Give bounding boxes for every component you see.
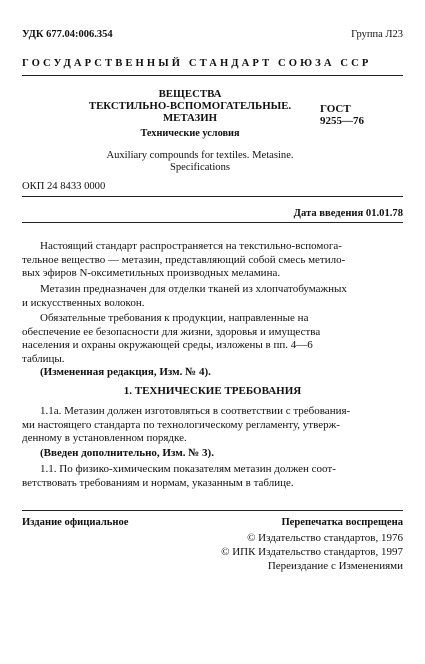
text-line: 1.1а. Метазин должен изготовляться в соответствии с требования- — [40, 405, 351, 417]
text-line: Обязательные требования к продукции, направленные на — [40, 312, 309, 324]
text-line: тельное вещество — метазин, представляющий собой смесь метило- — [22, 253, 346, 266]
title-line: ТЕКСТИЛЬНО-ВСПОМОГАТЕЛЬНЫЕ. — [88, 100, 292, 112]
gost-label: ГОСТ — [320, 103, 351, 115]
copyright-1976: © Издательство стандартов, 1976 — [247, 532, 403, 544]
paragraph-1-1 — [22, 463, 403, 490]
gost-number: 9255—76 — [320, 115, 364, 127]
paragraph-requirements — [22, 312, 403, 366]
text-line: населения и охраны окружающей среды, изложены в пп. 4—6 — [22, 339, 313, 351]
text-line: (Измененная редакция, Изм. № 4). — [40, 366, 211, 378]
english-title-line: Specifications — [169, 162, 230, 173]
copyright-1997: © ИПК Издательство стандартов, 1997 — [221, 546, 403, 558]
title-line: МЕТАЗИН — [162, 112, 218, 124]
text-line: Настоящий стандарт распространяется на текстильно-вспомога- — [40, 240, 342, 252]
paragraph-1-1a — [22, 405, 403, 446]
amendment-note-4 — [22, 366, 403, 380]
gost-designation — [320, 103, 400, 127]
section-heading: 1. ТЕХНИЧЕСКИЕ ТРЕБОВАНИЯ — [123, 385, 302, 397]
text-line: ми настоящего стандарта по технологическому регламенту, утверж- — [22, 418, 340, 431]
okp-code: ОКП 24 8433 0000 — [22, 181, 106, 192]
text-line: 1.1. По физико-химическим показателям метазин должен соот- — [40, 463, 336, 475]
english-title — [70, 150, 330, 174]
text-line: таблицы. — [22, 352, 65, 365]
english-title-line: Auxiliary compounds for textiles. Metasine. — [106, 150, 294, 161]
reissue-note: Переиздание с Изменениями — [267, 560, 403, 572]
official-edition: Издание официальное — [22, 517, 129, 528]
document-title — [70, 88, 310, 124]
text-line: (Введен дополнительно, Изм. № 3). — [40, 447, 214, 459]
title-rule-top — [22, 75, 403, 76]
paragraph-scope — [22, 240, 403, 281]
text-line: обеспечение ее безопасности для жизни, здоровья и имущества — [22, 325, 321, 338]
text-line: и искусственных волокон. — [22, 296, 145, 309]
state-standard-title: ГОСУДАРСТВЕННЫЙ СТАНДАРТ СОЮЗА ССР — [22, 58, 372, 69]
okp-rule — [22, 196, 403, 197]
title-line: ВЕЩЕСТВА — [158, 88, 222, 100]
technical-conditions: Технические условия — [140, 128, 240, 139]
udk-code: УДК 677.04:006.354 — [22, 29, 113, 40]
text-line: денному в установленном порядке. — [22, 432, 187, 444]
text-line: ветствовать требованиям и нормам, указанным в таблице. — [22, 476, 294, 489]
amendment-note-3 — [22, 447, 403, 461]
group-code: Группа Л23 — [351, 29, 403, 40]
date-rule — [22, 222, 403, 223]
text-line: вых эфиров N-оксиметильных производных меламина. — [22, 267, 281, 279]
footer-rule — [22, 510, 403, 511]
text-line: Метазин предназначен для отделки тканей из хлопчатобумажных — [40, 283, 347, 295]
paragraph-purpose — [22, 283, 403, 310]
effective-date: Дата введения 01.01.78 — [293, 208, 403, 219]
reprint-prohibited: Перепечатка воспрещена — [281, 517, 403, 528]
